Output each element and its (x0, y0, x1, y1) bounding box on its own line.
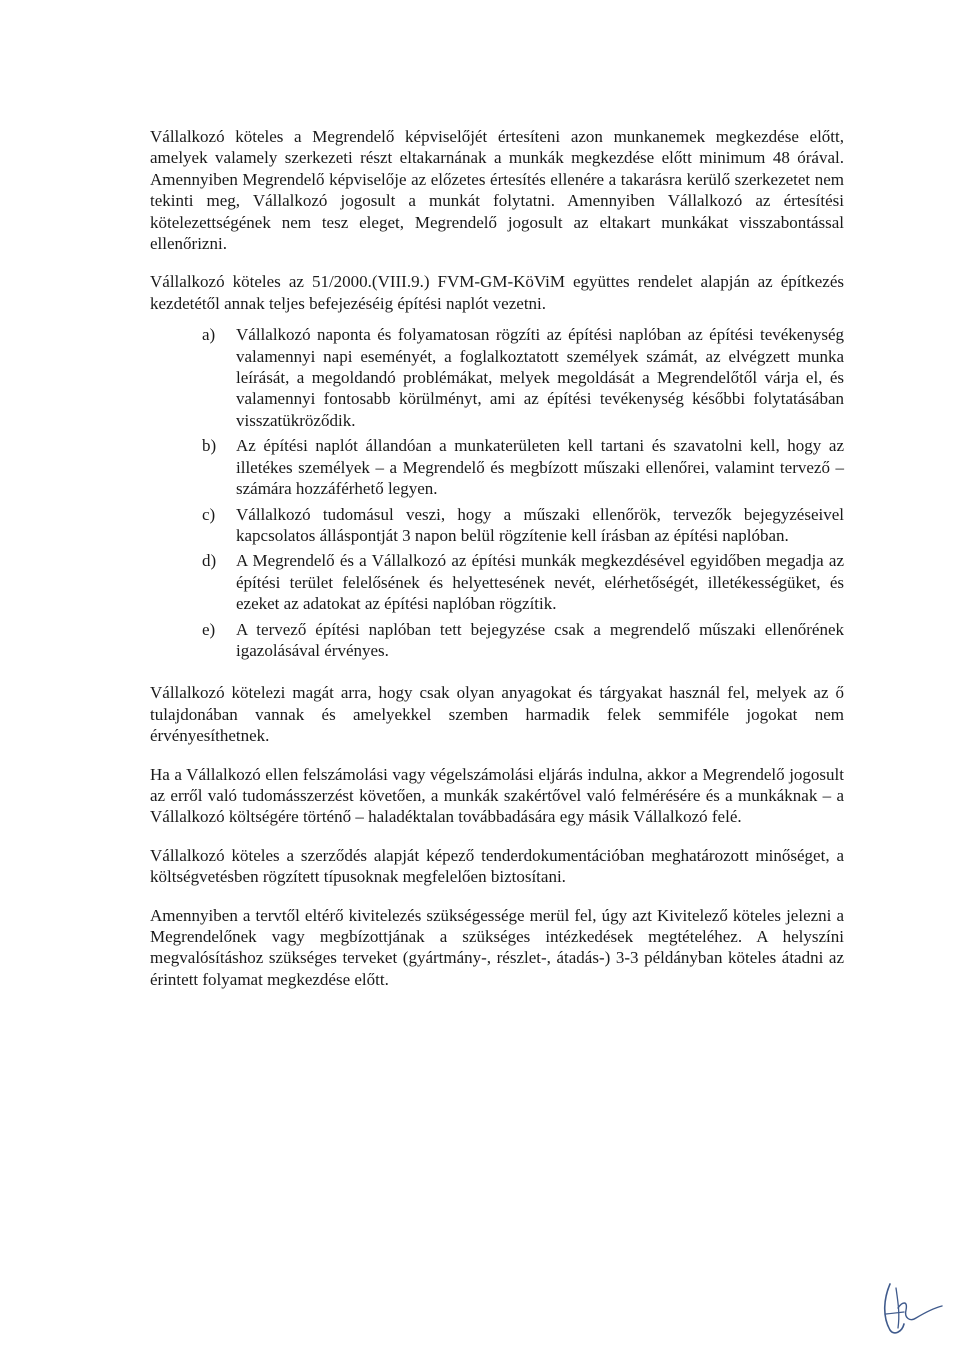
list-item-text: Vállalkozó tudomásul veszi, hogy a műszaki ellenőrök, tervezők bejegyzéseivel kapcsolatos álláspontját 3 napon belül rögzítenie kell írásban az építési naplóban. (236, 504, 844, 545)
paragraph-quality: Vállalkozó köteles a szerződés alapját képező tenderdokumentációban meghatározott minőséget, a költségvetésben rögzített típusoknak megfelelően biztosítani. (150, 845, 844, 887)
paragraph-design-deviation: Amennyiben a tervtől eltérő kivitelezés szükségessége merül fel, úgy azt Kivitelező köteles jelezni a Megrendelőnek vagy megbízottjának a szükséges intézkedések megtételéhez. A helyszíni megvalósításhoz szükséges terveket (gyártmány-, részlet-, átadás-) 3-3 példányban köteles átadni az érintett folyamat megkezdése előtt. (150, 905, 844, 989)
list-item (150, 324, 844, 431)
list-marker: b) (202, 436, 217, 456)
list-marker: e) (202, 619, 216, 639)
list-item-text: Vállalkozó naponta és folyamatosan rögzíti az építési naplóban az építési tevékenység valamennyi napi eseményét, a foglalkoztatott személyek számát, az elvégzett munka leírását, a megoldandó problémákat, melyek megoldását a Megrendelőtől várja el, és valamennyi fontosabb körülményt, ami az építési tevékenység későbbi folytatásában visszatükröződik. (236, 325, 844, 430)
list-item (150, 435, 844, 499)
list-marker: a) (202, 325, 216, 345)
list-item-text: A Megrendelő és a Vállalkozó az építési munkák megkezdésével egyidőben megadja az építési terület felelősének és helyettesének nevét, elérhetőségét, illetékességüket, és ezeket az adatokat az építési naplóban rögzítik. (236, 551, 844, 614)
list-item (150, 550, 844, 614)
handwritten-initials-icon (876, 1278, 946, 1338)
paragraph-materials: Vállalkozó kötelezi magát arra, hogy csak olyan anyagokat és tárgyakat használ fel, melyek az ő tulajdonában vannak és amelyekkel szemben harmadik felek semmiféle jogokat nem érvényesíthetnek. (150, 683, 844, 746)
list-marker: d) (202, 551, 217, 571)
document-body (150, 126, 844, 1007)
paragraph-liquidation: Ha a Vállalkozó ellen felszámolási vagy végelszámolási eljárás indulna, akkor a Megrendelő jogosult az erről való tudomásszerzést követően, a munkák szakértővel való felmérésére és a munkáknak – a Vállalkozó költségére történő – haladéktalan továbbadására egy másik Vállalkozó felé. (150, 764, 844, 827)
paragraph-construction-log: Vállalkozó köteles az 51/2000.(VIII.9.) FVM-GM-KöViM együttes rendelet alapján az építkezés kezdetétől annak teljes befejezéséig építési naplót vezetni. (150, 272, 844, 313)
list-item (150, 619, 844, 662)
list-marker: c) (202, 504, 216, 524)
list-item-text: A tervező építési naplóban tett bejegyzése csak a megrendelő műszaki ellenőrének igazolásával érvényes. (236, 619, 844, 660)
paragraph-notification: Vállalkozó köteles a Megrendelő képviselőjét értesíteni azon munkanemek megkezdése előtt, amelyek valamely szerkezeti részt eltakarnának a munkák megkezdése előtt minimum 48 órával. Amennyiben Megrendelő képviselője az előzetes értesítés ellenére a takarásra kerülő szerkezetet nem tekinti meg, Vállalkozó jogosult a munkát folytatni. Amennyiben Vállalkozó az értesítési kötelezettségének nem tesz eleget, Megrendelő jogosult az eltakart munkákat visszabontással ellenőrizni. (150, 127, 844, 254)
construction-log-list (150, 324, 844, 661)
list-item (150, 504, 844, 547)
list-item-text: Az építési naplót állandóan a munkaterületen kell tartani és szavatolni kell, hogy az illetékes személyek – a Megrendelő és megbízott műszaki ellenőrei, valamint tervező – számára hozzáférhető legyen. (236, 436, 844, 499)
